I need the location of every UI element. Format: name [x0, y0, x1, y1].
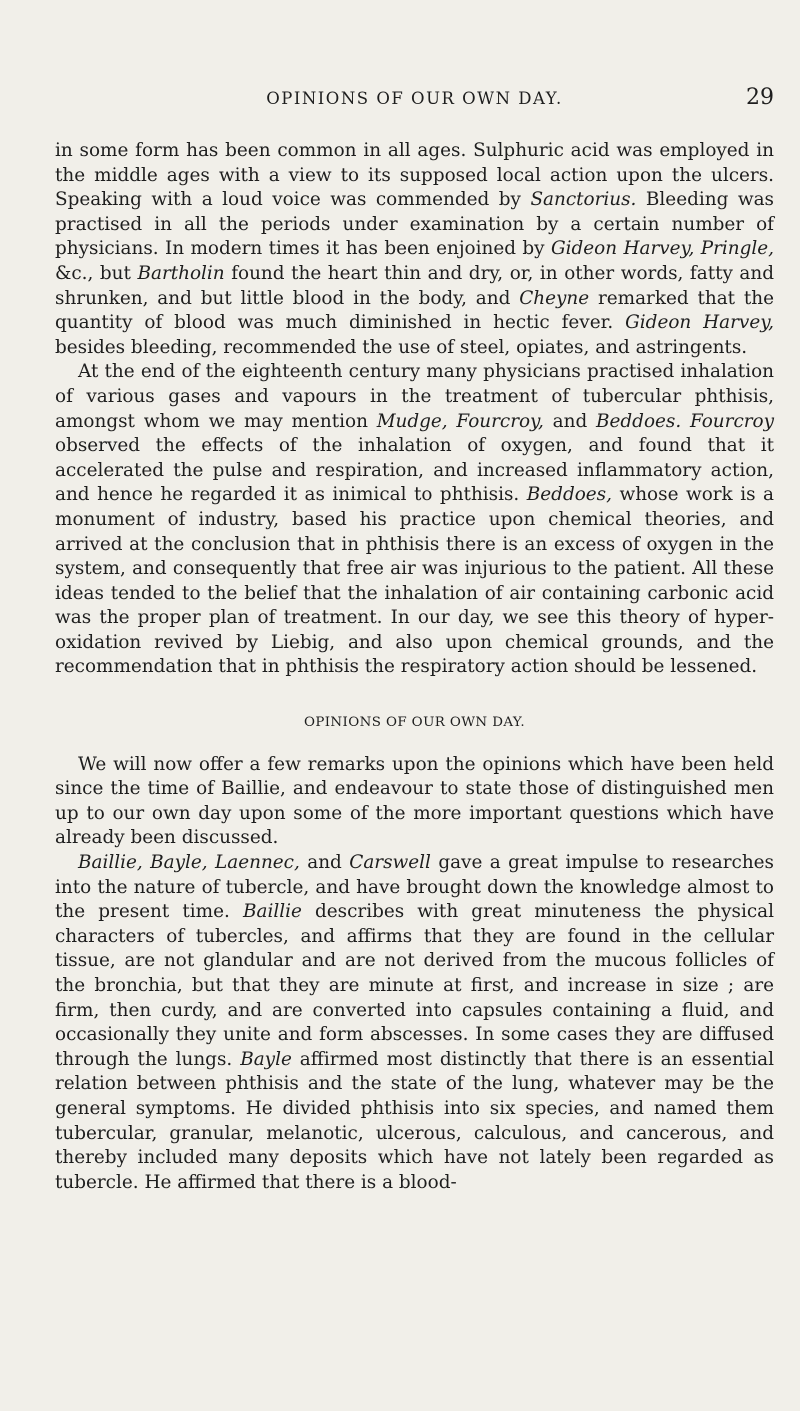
italic-name: Gideon Harvey, Pringle, [550, 238, 774, 260]
italic-name: Bartholin [137, 262, 225, 284]
text-run: besides bleeding, recommended the use of steel, opiates, and astringents. [55, 336, 748, 358]
text-run: remarked that the quantity of blood was much diminished in hectic fever. [55, 287, 774, 334]
italic-name: Cheyne [519, 287, 590, 309]
text-run: and [299, 852, 350, 874]
italic-name: Carswell [349, 852, 431, 874]
text-run: gave a great impulse to researches into the nature of tubercle, and have brought down the knowledge almost to the present time. [55, 852, 774, 923]
page-number: 29 [746, 85, 774, 110]
text-run: At the end of the eighteenth century many physicians practised inhalation of various gases and vapours in the treatment of tubercular phthisis, amongst whom we may mention [55, 361, 774, 432]
text-run: &c., but [55, 262, 138, 284]
text-run: and [543, 410, 597, 432]
italic-name: Gideon Harvey, [625, 312, 774, 334]
italic-name: Mudge, Fourcroy, [376, 410, 544, 432]
paragraph-tubercle [55, 851, 774, 1195]
paragraph-inhalation [55, 360, 774, 680]
paragraph-intro [55, 753, 774, 851]
text-run: affirmed most distinctly that there is an essential relation between phthisis and the state of the lung, whatever may be the general symptoms. He divided phthisis into six species, and named them tubercular, granular, melanotic, ulcerous, calculous, and cancerous, and thereby included many deposits which have not lately been regarded as tubercle. He affirmed that there is a blood- [55, 1048, 774, 1193]
italic-name: Beddoes, [526, 484, 612, 506]
text-run: in some form has been common in all ages. Sulphuric acid was employed in the middle ages with a view to its supposed local action upon the ulcers. Speaking with a loud voice was commended by [55, 140, 774, 211]
text-run: describes with great minuteness the physical characters of tubercles, and affirms that they are found in the cellular tissue, are not glandular and are not derived from the mucous follicles of the bronchia, but that they are minute at first, and increase in size ; are firm, then curdy, and are converted into capsules containing a fluid, and occasionally they unite and form abscesses. In some cases they are diffused through the lungs. [55, 901, 774, 1070]
text-run: observed the effects of the inhalation of oxygen, and found that it accelerated the pulse and respiration, and increased inflammatory action, and hence he regarded it as inimical to phthisis. [55, 435, 774, 506]
text-run: Bleeding was practised in all the periods under examination by a certain number of physicians. In modern times it has been enjoined by [55, 189, 774, 260]
text-run: We will now offer a few remarks upon the opinions which have been held since the time of Baillie, and endeavour to state those of distinguished men up to our own day upon some of the more important questions which have already been discussed. [55, 753, 774, 849]
italic-name: Sanctorius. [530, 189, 637, 211]
italic-name: Bayle [240, 1048, 292, 1070]
italic-name: Beddoes. Fourcroy [596, 410, 774, 432]
text-run: found the heart thin and dry, or, in other words, fatty and shrunken, and but little blood in the body, and [55, 262, 774, 309]
italic-name: Baillie [242, 901, 302, 923]
text-run: whose work is a monument of industry, based his practice upon chemical theories, and arrived at the conclusion that in phthisis there is an excess of oxygen in the system, and consequently that free air was injurious to the patient. All these ideas tended to the belief that the inhalation of air containing carbonic acid was the proper plan of treatment. In our day, we see this theory of hyper-oxidation revived by Liebig, and also upon chemical grounds, and the recommendation that in phthisis the respiratory action should be lessened. [55, 484, 774, 678]
body-text [55, 139, 774, 1195]
paragraph-continued [55, 139, 774, 360]
section-heading: OPINIONS OF OUR OWN DAY. [303, 715, 526, 731]
italic-name: Baillie, Bayle, Laennec, [78, 852, 300, 874]
running-head [55, 85, 774, 113]
running-title: OPINIONS OF OUR OWN DAY. [266, 89, 563, 108]
